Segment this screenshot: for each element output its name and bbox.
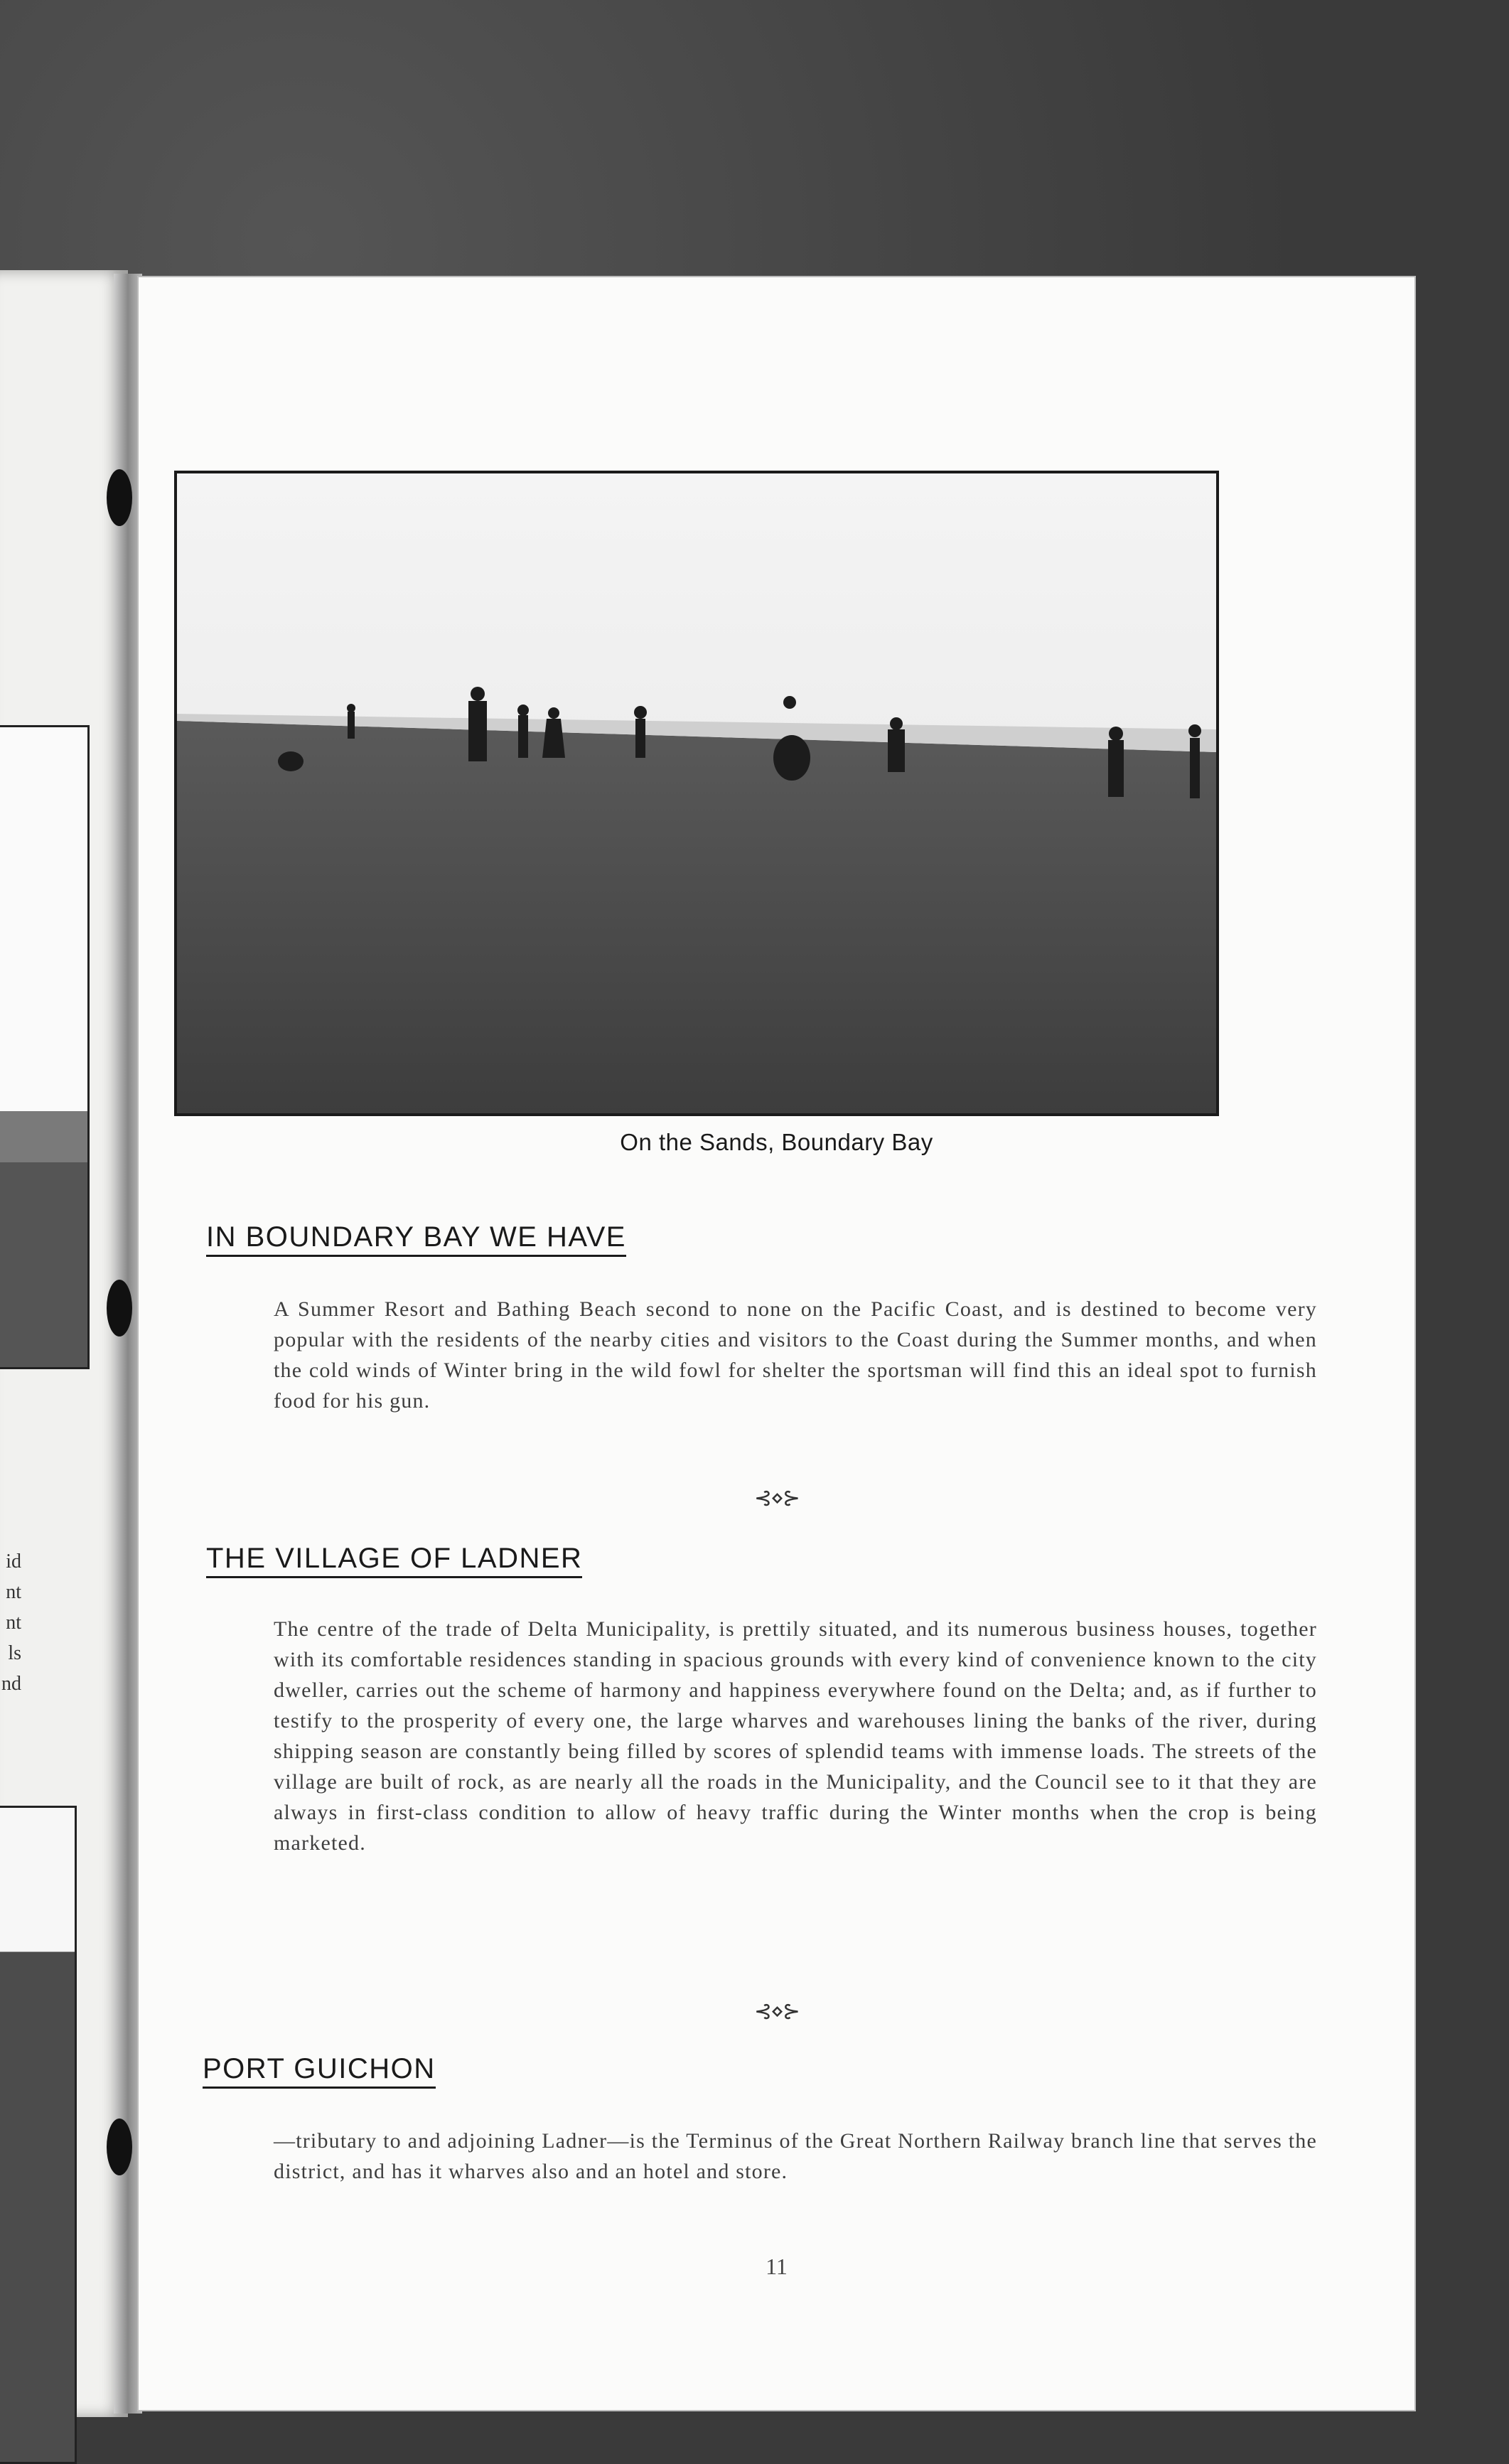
section-heading-ladner: THE VILLAGE OF LADNER: [206, 1543, 582, 1578]
beach-scene-image: [177, 473, 1216, 1113]
left-page-photo-fragment-lower: [0, 1806, 77, 2464]
section-heading-boundary-bay: IN BOUNDARY BAY WE HAVE: [206, 1221, 626, 1257]
left-page-word: ls: [8, 1642, 21, 1664]
book-page: [139, 277, 1414, 2410]
left-page-text-fragments: [0, 1546, 21, 1699]
binding-hole: [107, 469, 132, 526]
left-page-edge: [0, 270, 128, 2417]
section-text-ladner: The centre of the trade of Delta Municipality, is prettily situated, and its numerous business houses, together with its comfortable residences standing in spacious grounds with every kind of convenience known to the city dweller, carries out the scheme of harmony and happiness everywhere found on the Delta; and, as if further to testify to the prosperity of every one, the large wharves and warehouses lining the banks of the river, during shipping season are constantly being filled by scores of splendid teams with immense loads. The streets of the village are built of rock, as are nearly all the roads in the Municipality, and the Council see to it that they are always in first-class condition to allow of heavy traffic during the Winter months when the crop is being marketed.: [274, 1617, 1317, 1855]
page-number: 11: [766, 2254, 788, 2279]
section-text-port-guichon: —tributary to and adjoining Ladner—is the Terminus of the Great Northern Railway branch line that serves the district, and has it wharves also and an hotel and store.: [274, 2129, 1317, 2183]
left-page-photo-fragment: [0, 725, 90, 1369]
beach-photograph: [174, 471, 1219, 1116]
section-ornament: ⊰⋄⊱: [753, 1487, 800, 1510]
binding-hole: [107, 1280, 132, 1337]
left-page-word: nt: [6, 1612, 21, 1634]
section-heading-port-guichon: PORT GUICHON: [203, 2053, 436, 2089]
left-page-word: id: [6, 1550, 21, 1573]
book-binding: [114, 274, 142, 2414]
section-ornament: ⊰⋄⊱: [753, 2000, 800, 2023]
left-page-word: nd: [1, 1673, 21, 1695]
left-page-word: nt: [6, 1581, 21, 1603]
photo-caption: On the Sands, Boundary Bay: [620, 1129, 933, 1155]
section-text-boundary-bay: A Summer Resort and Bathing Beach second to none on the Pacific Coast, and is destined to become very popular with the residents of the nearby cities and visitors to the Coast during the Summer months, and when the cold winds of Winter bring in the wild fowl for shelter the sportsman will find this an ideal spot to furnish food for his gun.: [274, 1297, 1317, 1413]
binding-hole: [107, 2118, 132, 2175]
